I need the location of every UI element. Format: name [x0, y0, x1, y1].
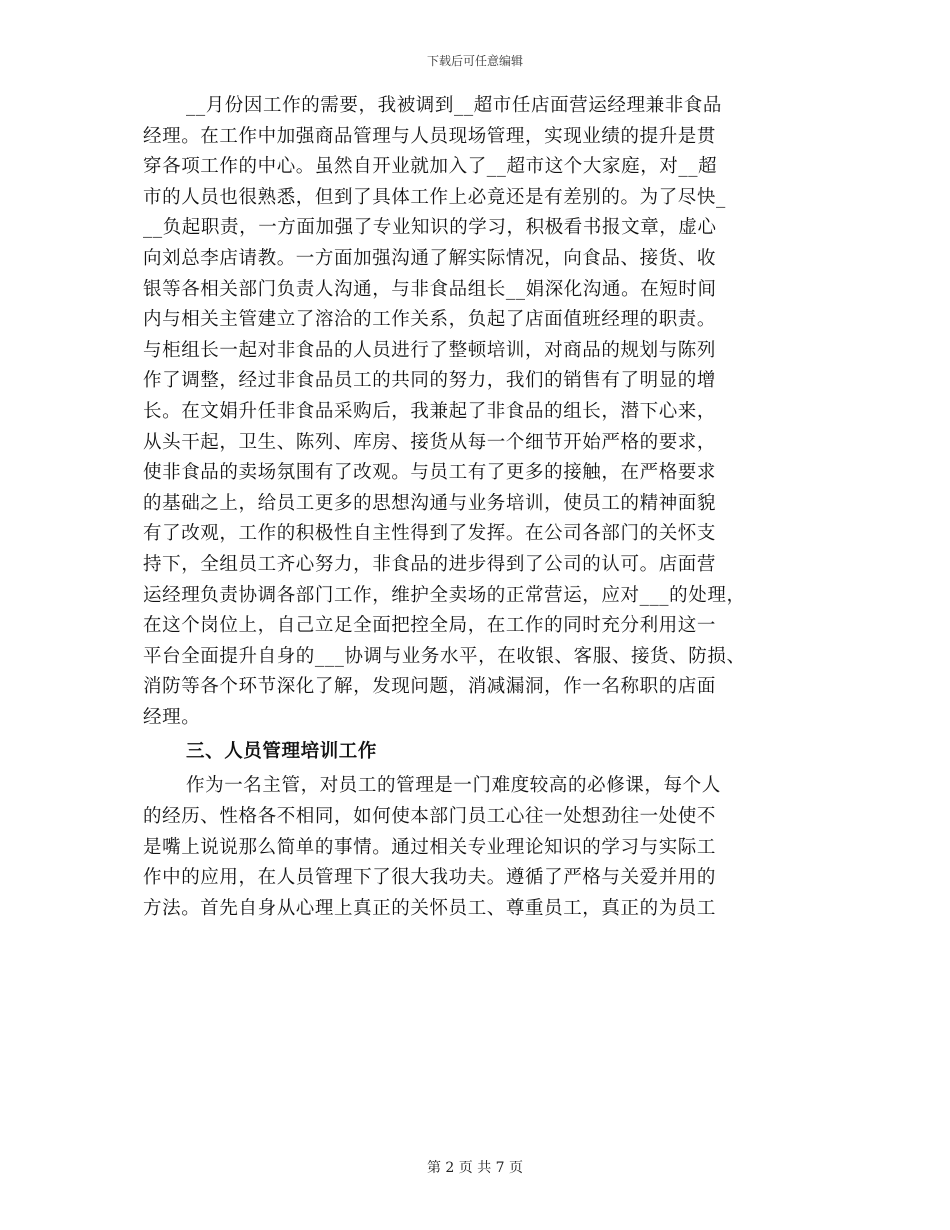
body-line: 是嘴上说说那么简单的事情。通过相关专业理论知识的学习与实际工	[143, 836, 717, 858]
body-line: 使非食品的卖场氛围有了改观。与员工有了更多的接触，在严格要求	[143, 462, 717, 484]
body-line: 运经理负责协调各部门工作，维护全卖场的正常营运，应对___的处理，	[143, 584, 746, 606]
body-line: 与柜组长一起对非食品的人员进行了整顿培训，对商品的规划与陈列	[143, 339, 717, 361]
body-line: 方法。首先自身从心理上真正的关怀员工、尊重员工，真正的为员工	[143, 897, 717, 919]
body-line: 经理。在工作中加强商品管理与人员现场管理，实现业绩的提升是贯	[143, 125, 717, 147]
body-line: 的经历、性格各不相同，如何使本部门员工心往一处想劲往一处使不	[143, 806, 717, 828]
body-line: 作了调整，经过非食品员工的共同的努力，我们的销售有了明显的增	[143, 370, 717, 392]
body-line: 持下，全组员工齐心努力，非食品的进步得到了公司的认可。店面营	[143, 553, 717, 575]
body-line: 作中的应用，在人员管理下了很大我功夫。遵循了严格与关爱并用的	[143, 867, 717, 889]
body-line: 有了改观，工作的积极性自主性得到了发挥。在公司各部门的关怀支	[143, 523, 717, 545]
body-line: __月份因工作的需要，我被调到__超市任店面营运经理兼非食品	[186, 95, 723, 116]
body-line: 消防等各个环节深化了解，发现问题，消减漏洞，作一名称职的店面	[143, 676, 717, 698]
body-line: 的基础之上，给员工更多的思想沟通与业务培训，使员工的精神面貌	[143, 492, 717, 514]
document-body	[143, 91, 833, 924]
body-line: 从头干起，卫生、陈列、库房、接货从每一个细节开始严格的要求，	[143, 431, 717, 453]
section-heading: 三、人员管理培训工作	[186, 741, 378, 763]
page-footer: 第 2 页 共 7 页	[426, 1160, 524, 1176]
page-header: 下载后可任意编辑	[426, 54, 523, 68]
body-line: 市的人员也很熟悉，但到了具体工作上必竟还是有差别的。为了尽快_	[143, 186, 726, 208]
body-line: 向刘总李店请教。一方面加强沟通了解实际情况，向食品、接货、收	[143, 247, 717, 269]
body-line: 长。在文娟升任非食品采购后，我兼起了非食品的组长，潜下心来，	[143, 400, 717, 422]
body-line: 在这个岗位上，自己立足全面把控全局，在工作的同时充分利用这一	[143, 615, 717, 637]
body-line: 经理。	[143, 706, 201, 728]
body-line: __负起职责，一方面加强了专业知识的学习，积极看书报文章，虚心	[143, 217, 717, 239]
body-line: 银等各相关部门负责人沟通，与非食品组长__娟深化沟通。在短时间	[143, 278, 717, 300]
body-line: 穿各项工作的中心。虽然自开业就加入了__超市这个大家庭，对__超	[143, 156, 718, 178]
body-line: 平台全面提升自身的___协调与业务水平，在收银、客服、接货、防损、	[143, 645, 746, 667]
body-line: 内与相关主管建立了溶洽的工作关系，负起了店面值班经理的职责。	[143, 309, 717, 331]
body-line: 作为一名主管，对员工的管理是一门难度较高的必修课，每个人	[186, 775, 721, 797]
